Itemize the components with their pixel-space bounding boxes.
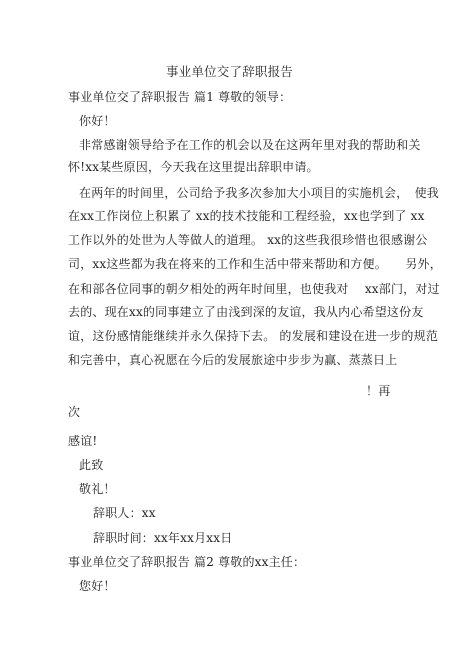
body-line: 谊，这份感情能继续并永久保持下去。 的发展和建设在进一步的规范 [68,329,439,343]
greeting: 您好！ [79,579,116,593]
signature-name: 辞职人：xx [93,506,156,520]
body-line: 非常感谢领导给予在工作的机会以及在这两年里对我的帮助和关 [79,138,421,152]
body-line: 次 [68,405,81,419]
body-line: 感谊! [68,434,98,448]
body-line: 在两年的时间里，公司给予我多次参加大小项目的实施机会， 使我 [79,186,440,200]
body-line: 工作以外的处世为人等做人的道理。 xx的这些我很珍惜也很感谢公 [68,233,428,247]
body-line: 在和部各位同事的朝夕相处的两年时间里，也使我对 xx部门，对过 [68,282,440,296]
body-line: 去的、现在xx的同事建立了由浅到深的友谊，我从内心希望这份友 [68,305,424,319]
section-heading-1: 事业单位交了辞职报告 篇1 尊敬的领导： [68,90,292,104]
body-line: ！再 [366,384,391,398]
closing-salute: 敬礼！ [79,482,116,496]
body-line: 怀!xx某些原因，今天我在这里提出辞职申请。 [68,160,319,174]
body-line: 在xx工作岗位上积累了 xx的技术技能和工程经验，xx也学到了 xx [68,209,425,223]
closing-line: 此致 [79,458,104,472]
signature-date: 辞职时间：xx年xx月xx日 [93,531,233,545]
section-heading-2: 事业单位交了辞职报告 篇2 尊敬的xx主任： [68,555,306,569]
document-title: 事业单位交了辞职报告 [166,64,294,79]
greeting: 你好！ [79,114,116,128]
body-line: 司，xx这些都为我在将来的工作和生活中带来帮助和方便。 另外， [68,257,442,271]
body-line: 和完善中，真心祝愿在今后的发展旅途中步步为赢、蒸蒸日上 [68,353,398,367]
